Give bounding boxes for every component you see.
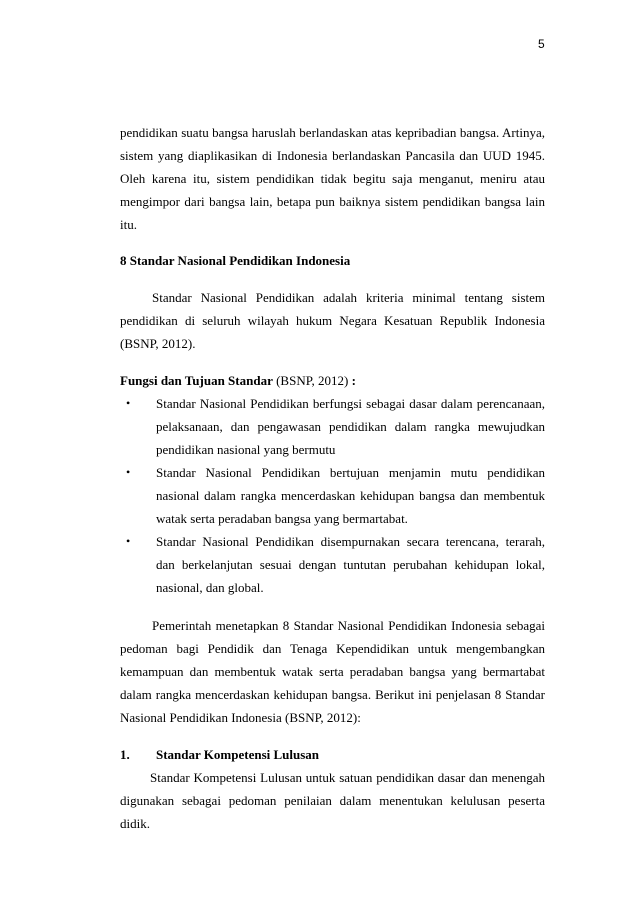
bullet-icon: • [126, 396, 131, 410]
fungsi-heading-bold: Fungsi dan Tujuan Standar [120, 373, 273, 388]
fungsi-heading-citation: (BSNP, 2012) [272, 373, 352, 388]
fungsi-tujuan-heading [120, 369, 545, 392]
section-1-heading [120, 743, 545, 766]
list-item [120, 461, 545, 530]
list-item-text: Standar Nasional Pendidikan berfungsi sebagai dasar dalam perencanaan, pelaksanaan, dan pengawasan pendidikan dalam rangka mewujudkan pendidikan nasional yang bermutu [156, 396, 545, 457]
fungsi-tujuan-list [120, 392, 545, 599]
section-1-number: 1. [120, 747, 130, 762]
bullet-icon: • [126, 534, 131, 548]
fungsi-heading-colon: : [351, 373, 356, 388]
list-item [120, 530, 545, 599]
document-body [120, 121, 545, 835]
paragraph-definition: Standar Nasional Pendidikan adalah kriteria minimal tentang sistem pendidikan di seluruh wilayah hukum Negara Kesatuan Republik Indonesia (BSNP, 2012). [120, 290, 545, 351]
list-item-text: Standar Nasional Pendidikan bertujuan menjamin mutu pendidikan nasional dalam rangka mencerdaskan kehidupan bangsa dan membentuk watak serta peradaban bangsa yang bermartabat. [156, 465, 545, 526]
section-heading: 8 Standar Nasional Pendidikan Indonesia [120, 253, 351, 268]
section-1-text: Standar Kompetensi Lulusan untuk satuan pendidikan dasar dan menengah digunakan sebagai pedoman penilaian dalam menentukan kelulusan peserta didik. [120, 770, 545, 831]
section-1-title: Standar Kompetensi Lulusan [156, 747, 320, 762]
list-item [120, 392, 545, 461]
paragraph-intro: pendidikan suatu bangsa haruslah berlandaskan atas kepribadian bangsa. Artinya, sistem yang diaplikasikan di Indonesia berlandaskan Pancasila dan UUD 1945. Oleh karena itu, sistem pendidikan tidak begitu saja menganut, meniru atau mengimpor dari bangsa lain, betapa pun baiknya sistem pendidikan bangsa lain itu. [120, 125, 545, 232]
paragraph-pemerintah: Pemerintah menetapkan 8 Standar Nasional Pendidikan Indonesia sebagai pedoman bagi Pendidik dan Tenaga Kependidikan untuk mengembangkan kemampuan dan membentuk watak serta peradaban bangsa yang bermartabat dalam rangka mencerdaskan kehidupan bangsa. Berikut ini penjelasan 8 Standar Nasional Pendidikan Indonesia (BSNP, 2012): [120, 618, 545, 725]
bullet-icon: • [126, 465, 131, 479]
list-item-text: Standar Nasional Pendidikan disempurnakan secara terencana, terarah, dan berkelanjutan sesuai dengan tuntutan perubahan kehidupan lokal, nasional, dan global. [156, 534, 545, 595]
page-number: 5 [538, 37, 545, 51]
